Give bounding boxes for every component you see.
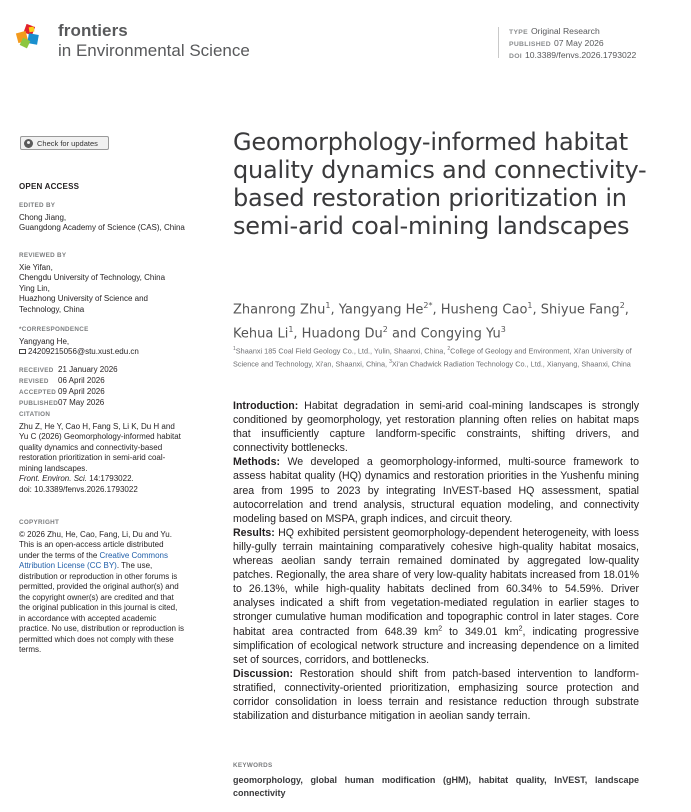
correspondent-email[interactable]: 24209215056@stu.xust.edu.cn [28, 347, 139, 356]
affil-sup: 1 [233, 346, 236, 352]
journal-brand [58, 21, 250, 61]
doi-value[interactable]: 10.3389/fenvs.2026.1793022 [524, 50, 637, 60]
editor-affiliation: Guangdong Academy of Science (CAS), China [19, 223, 185, 232]
author-name[interactable]: Husheng Cao [440, 302, 528, 318]
editor-name: Chong Jiang, [19, 212, 67, 222]
revised-date: 06 April 2026 [58, 376, 105, 385]
frontiers-logo-icon [15, 24, 41, 50]
published-date: 07 May 2026 [58, 398, 105, 407]
author-separator: , [293, 326, 302, 342]
paragraph-text: Habitat degradation in semi-arid coal-mining landscapes is strongly conditioned by geomorphology, yet restoration planning often relies on habitat maps that insufficiently capture landform-specific constraints, shifting drivers, and connectivity bottlenecks. [233, 400, 639, 455]
section-heading: Introduction: [233, 400, 299, 412]
superscript: 2 [438, 624, 443, 632]
accepted-label: ACCEPTED [19, 389, 57, 396]
author-affil-sup: 2 [382, 325, 388, 335]
abstract-introduction [233, 399, 639, 455]
author-name[interactable]: Congying Yu [420, 326, 501, 342]
citation-section [19, 410, 184, 495]
superscript: 2 [518, 624, 523, 632]
type-label: TYPE [509, 29, 528, 36]
check-for-updates-label: Check for updates [37, 138, 98, 148]
open-access-label: OPEN ACCESS [19, 182, 80, 191]
copyright-pre: © 2026 Zhu, He, Cao, Fang, Li, Du and Yu. This is an open-access article distributed under the terms of the [19, 529, 172, 560]
doi-label: DOI [509, 53, 522, 60]
author-affil-sup: 2* [423, 301, 433, 310]
revised-label: REVISED [19, 378, 49, 385]
author-separator: , [624, 302, 629, 318]
article-title: Geomorphology-informed habitat quality dynamics and connectivity-based restoration prioritization in semi-arid coal-mining landscapes [233, 128, 647, 240]
author-name[interactable]: Zhanrong Zhu [233, 302, 326, 318]
paragraph-text: Restoration should shift from patch-based intervention to landform-stratified, connectivity-oriented prioritization, emphasizing source protection and corridor consolidation in loess terrain and resistance reduction through substrate stabilization and disturbance mitigation in aeolian sandy terrain. [233, 667, 639, 723]
paragraph-text: to 349.01 km [442, 625, 519, 638]
correspondent-name: Yangyang He, [19, 336, 70, 346]
citation-volume: 14:1793022. [87, 474, 134, 483]
author-name[interactable]: Shiyue Fang [540, 302, 620, 318]
edited-by-heading: EDITED BY [19, 202, 56, 209]
published-value: 07 May 2026 [553, 38, 604, 48]
published-label: PUBLISHED [19, 400, 59, 407]
copyright-heading: COPYRIGHT [19, 519, 60, 526]
reviewer-affiliation: Huazhong University of Science and Technology, China [19, 294, 148, 314]
edited-by-section [19, 201, 189, 234]
received-date: 21 January 2026 [58, 365, 118, 374]
copyright-text [19, 530, 185, 656]
section-heading: Discussion: [233, 667, 294, 680]
citation-doi[interactable]: doi: 10.3389/fenvs.2026.1793022 [19, 484, 138, 494]
abstract-methods [233, 455, 639, 525]
affiliation: College of Geology and Environment, Xi'an University of Science and Technology, Xi'an, Shaanxi, China, [233, 346, 632, 369]
check-for-updates-button[interactable] [20, 136, 109, 150]
header-divider [498, 27, 499, 58]
keywords-heading: KEYWORDS [233, 762, 273, 769]
affiliation: Shaanxi 185 Coal Field Geology Co., Ltd., Yulin, Shaanxi, China, [235, 346, 448, 356]
accepted-date: 09 April 2026 [58, 387, 105, 396]
affil-sup: 3 [389, 358, 392, 365]
keywords: geomorphology, global human modification (gHM), habitat quality, InVEST, landscape connectivity [233, 775, 639, 798]
author-name[interactable]: Kehua Li [233, 326, 289, 342]
affiliation: Xi'an Chadwick Radiation Technology Co., Ltd., Xianyang, Shaanxi, China [391, 359, 631, 369]
reviewed-by-heading: REVIEWED BY [19, 252, 67, 259]
affiliations [233, 344, 645, 370]
correspondence-section [19, 325, 189, 358]
abstract-discussion [233, 667, 639, 723]
crossmark-icon [24, 139, 33, 148]
copyright-section [19, 518, 185, 656]
author-affil-sup: 2 [619, 301, 625, 310]
paragraph-text: HQ exhibited persistent geomorphology-dependent heterogeneity, with loess hilly-gully terrain maintaining comparatively cohesive high-quality habitat mosaics, whereas aeolian sandy terrain remained dominated by aggregated low-quality patches. Regionally, the area share of very low-quality habitats increased from 18.01% to 26.13%, while high-quality habitats declined from 60.34% to 54.59%. Driver analyses indicated a shift from vegetation-mediated regulation in earlier stages to stronger cumulative human modification and topographic control in later stages. Core habitat area contracted from 648.39 km [233, 526, 639, 638]
citation-journal: Front. Environ. Sci. [19, 474, 88, 483]
abstract-results [233, 526, 639, 667]
author-separator: and [387, 326, 421, 342]
section-heading: Methods: [233, 456, 281, 469]
citation-heading: CITATION [19, 411, 51, 418]
type-value: Original Research [530, 26, 600, 36]
article-meta [509, 26, 636, 62]
publisher-name: frontiers [58, 21, 128, 40]
reviewer-name: Ying Lin, [19, 283, 50, 293]
section-heading: Results: [233, 526, 275, 539]
cc-by-license-link[interactable]: Creative Commons Attribution License (CC BY) [19, 550, 168, 570]
author-affil-sup: 3 [500, 325, 506, 335]
author-separator: , [532, 302, 541, 318]
article-dates [19, 365, 118, 409]
paragraph-text: , indicating progressive simplification of ecological network structure and increasing dependence on a limited set of sources, corridors, and bottlenecks. [233, 625, 639, 666]
author-affil-sup: 1 [527, 301, 533, 310]
author-affil-sup: 1 [325, 301, 331, 310]
author-list [233, 296, 653, 345]
author-separator: , [432, 302, 441, 318]
abstract [233, 399, 639, 723]
author-name[interactable]: Yangyang He [338, 302, 424, 318]
reviewed-by-section [19, 251, 189, 315]
author-affil-sup: 1 [288, 325, 294, 335]
received-label: RECEIVED [19, 367, 54, 374]
author-name[interactable]: Huadong Du [301, 326, 383, 342]
copyright-post: . The use, distribution or reproduction in other forums is permitted, provided the original author(s) and the copyright owner(s) are credited and that the original publication in this journal is cited, in accordance with accepted academic practice. No use, distribution or reproduction is permitted which does not comply with these terms. [19, 561, 184, 654]
author-separator: , [330, 302, 339, 318]
email-icon [19, 349, 26, 354]
journal-name: in Environmental Science [58, 41, 250, 60]
reviewer-name: Xie Yifan, [19, 262, 53, 272]
published-label: PUBLISHED [509, 41, 551, 48]
citation-text: Zhu Z, He Y, Cao H, Fang S, Li K, Du H and Yu C (2026) Geomorphology-informed habitat quality dynamics and connectivity-based restoration prioritization in semi-arid coal-mining landscapes. [19, 421, 181, 473]
reviewer-affiliation: Chengdu University of Technology, China [19, 273, 166, 282]
affil-sup: 2 [447, 346, 451, 352]
paragraph-text: We developed a geomorphology-informed, multi-source framework to assess habitat quality (HQ) dynamics and restoration priorities in the Yushenfu mining area from 1995 to 2023 by integrating InVEST-based HQ assessment, spatial autocorrelation and trend analysis, structural equation modeling, and connectivity modeling based on MSPA, graph indices, and circuit theory. [233, 456, 639, 525]
correspondence-heading: *CORRESPONDENCE [19, 326, 89, 333]
